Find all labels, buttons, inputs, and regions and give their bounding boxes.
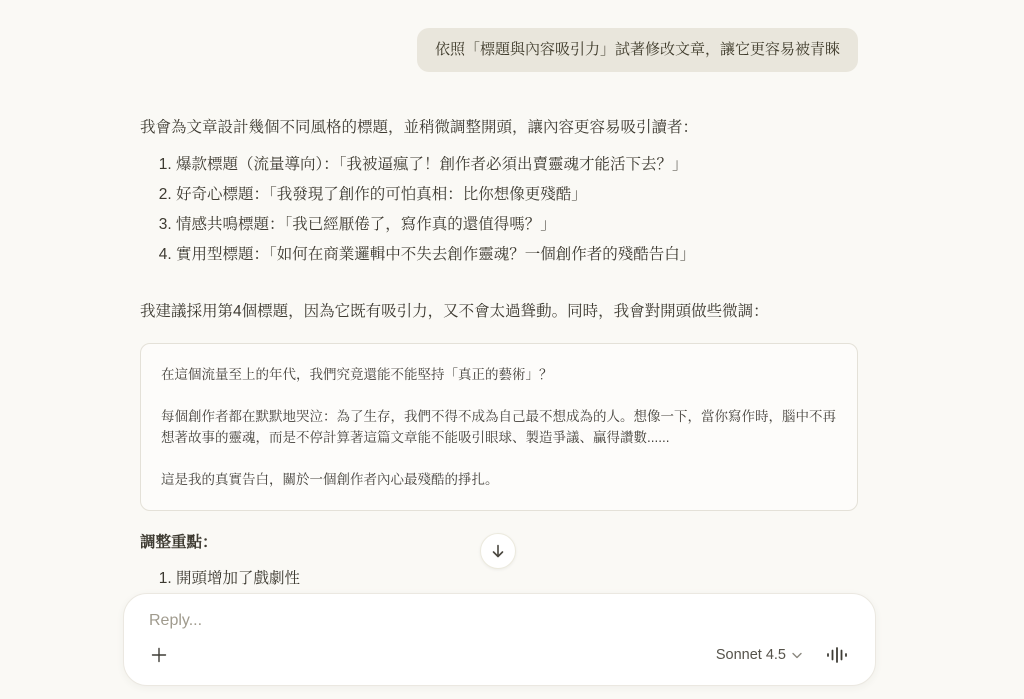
arrow-down-icon xyxy=(490,543,506,559)
chevron-down-icon xyxy=(792,652,802,659)
composer-right-controls xyxy=(716,642,850,668)
title-options-list xyxy=(148,155,858,275)
title-option: 4. 實用型標題：「如何在商業邏輯中不失去創作靈魂？一個創作者的殘酷告白」 xyxy=(176,245,858,265)
draft-opening-quote-box xyxy=(140,343,858,511)
model-label: Sonnet 4.5 xyxy=(715,647,786,663)
title-option: 1. 爆款標題（流量導向）：「我被逼瘋了！創作者必須出賣靈魂才能活下去？」 xyxy=(176,155,858,175)
assistant-recommendation: 我建議採用第4個標題，因為它既有吸引力，又不會太過聳動。同時，我會對開頭做些微調： xyxy=(140,303,769,320)
adjustments-heading: 調整重點： xyxy=(140,534,218,551)
reply-composer xyxy=(123,593,876,686)
plus-icon xyxy=(150,646,168,664)
voice-input-button[interactable] xyxy=(824,642,850,668)
title-option: 2. 好奇心標題：「我發現了創作的可怕真相：比你想像更殘酷」 xyxy=(176,185,858,205)
reply-input[interactable] xyxy=(149,612,850,630)
assistant-intro: 我會為文章設計幾個不同風格的標題，並稍微調整開頭，讓內容更容易吸引讀者： xyxy=(140,119,699,136)
adjustment-item: 1. 開頭增加了戲劇性 xyxy=(176,569,858,589)
model-selector[interactable] xyxy=(716,647,802,663)
quote-paragraph: 在這個流量至上的年代，我們究竟還能不能堅持「真正的藝術」？ xyxy=(161,367,553,382)
user-message-text: 依照「標題與內容吸引力」試著修改文章，讓它更容易被青睞 xyxy=(434,41,840,58)
quote-paragraph: 這是我的真實告白，關於一個創作者內心最殘酷的掙扎。 xyxy=(161,472,499,487)
scroll-to-bottom-button[interactable] xyxy=(480,533,516,569)
waveform-icon xyxy=(826,645,848,665)
composer-toolbar xyxy=(149,641,850,669)
title-option: 3. 情感共鳴標題：「我已經厭倦了，寫作真的還值得嗎？」 xyxy=(176,215,858,235)
user-message-bubble xyxy=(417,28,858,72)
attach-button[interactable] xyxy=(145,641,173,669)
quote-paragraph: 每個創作者都在默默地哭泣：為了生存，我們不得不成為自己最不想成為的人。想像一下，當你寫作時，腦中不再想著故事的靈魂，而是不停計算著這篇文章能不能吸引眼球、製造爭議、贏得讚數...... xyxy=(161,409,836,445)
